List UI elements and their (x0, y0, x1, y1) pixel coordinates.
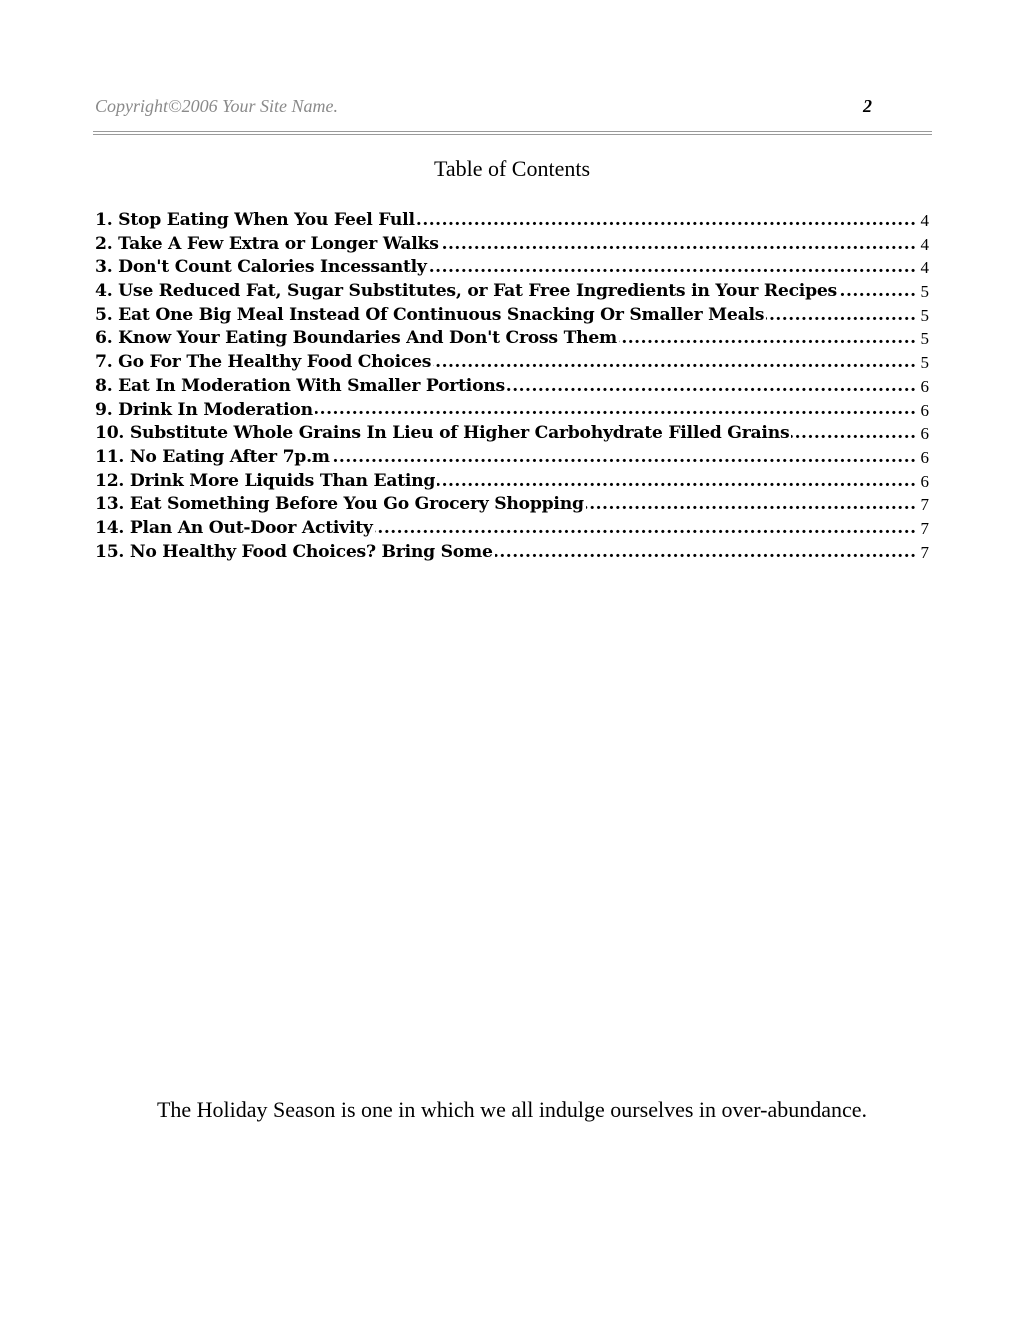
toc-entry-7[interactable] (95, 351, 929, 375)
header-divider (93, 131, 932, 135)
toc-entry-page: 5 (917, 351, 930, 375)
toc-entry-page: 5 (917, 280, 930, 304)
toc-entry-page: 4 (917, 256, 930, 280)
toc-entry-6[interactable] (95, 327, 929, 351)
toc-entry-4[interactable] (95, 280, 929, 304)
toc-entry-page: 7 (917, 517, 930, 541)
intro-paragraph: The Holiday Season is one in which we all indulge ourselves in over-abundance. (156, 1097, 868, 1122)
toc-entry-label: 11. No Eating After 7p.m (95, 446, 330, 467)
toc-entry-label: 15. No Healthy Food Choices? Bring Some (95, 541, 493, 562)
toc-entry-page: 4 (917, 209, 930, 233)
toc-entry-page: 6 (917, 399, 930, 423)
toc-entry-12[interactable] (95, 470, 929, 494)
toc-entry-10[interactable] (95, 422, 929, 446)
toc-entry-page: 4 (917, 233, 930, 257)
toc-entry-label: 8. Eat In Moderation With Smaller Portions (95, 375, 505, 396)
toc-entry-label: 5. Eat One Big Meal Instead Of Continuous Snacking Or Smaller Meals (95, 304, 765, 325)
toc-entry-page: 7 (917, 541, 930, 565)
table-of-contents (95, 209, 929, 564)
toc-entry-5[interactable] (95, 304, 929, 328)
toc-entry-page: 5 (917, 327, 930, 351)
toc-entry-label: 9. Drink In Moderation (95, 399, 313, 420)
toc-entry-page: 6 (917, 422, 930, 446)
page-header (95, 96, 931, 122)
toc-entry-14[interactable] (95, 517, 929, 541)
toc-entry-2[interactable] (95, 233, 929, 257)
toc-title: Table of Contents (433, 156, 591, 181)
toc-entry-9[interactable] (95, 399, 929, 423)
toc-entry-page: 5 (917, 304, 930, 328)
toc-entry-label: 1. Stop Eating When You Feel Full (95, 210, 415, 230)
toc-entry-8[interactable] (95, 375, 929, 399)
toc-entry-label: 6. Know Your Eating Boundaries And Don't Cross Them (95, 328, 617, 349)
toc-entry-page: 7 (917, 493, 930, 517)
toc-entry-15[interactable] (95, 541, 929, 565)
toc-entry-label: 3. Don't Count Calories Incessantly (95, 257, 427, 278)
toc-entry-3[interactable] (95, 256, 929, 280)
toc-entry-11[interactable] (95, 446, 929, 470)
page-number: 2 (863, 96, 872, 116)
toc-entry-label: 2. Take A Few Extra or Longer Walks (95, 233, 439, 254)
toc-entry-label: 7. Go For The Healthy Food Choices (95, 352, 432, 373)
toc-entry-label: 14. Plan An Out-Door Activity (95, 517, 373, 538)
toc-entry-page: 6 (917, 446, 930, 470)
toc-entry-page: 6 (917, 470, 930, 494)
toc-entry-label: 13. Eat Something Before You Go Grocery Shopping (95, 494, 584, 515)
toc-entry-label: 12. Drink More Liquids Than Eating (95, 470, 436, 491)
copyright-notice: Copyright©2006 Your Site Name. (95, 96, 339, 116)
toc-entry-label: 4. Use Reduced Fat, Sugar Substitutes, or Fat Free Ingredients in Your Recipes (95, 281, 837, 302)
toc-entry-page: 6 (917, 375, 930, 399)
toc-entry-13[interactable] (95, 493, 929, 517)
toc-entry-label: 10. Substitute Whole Grains In Lieu of Higher Carbohydrate Filled Grains (95, 423, 790, 444)
toc-entry-1[interactable] (95, 209, 929, 233)
